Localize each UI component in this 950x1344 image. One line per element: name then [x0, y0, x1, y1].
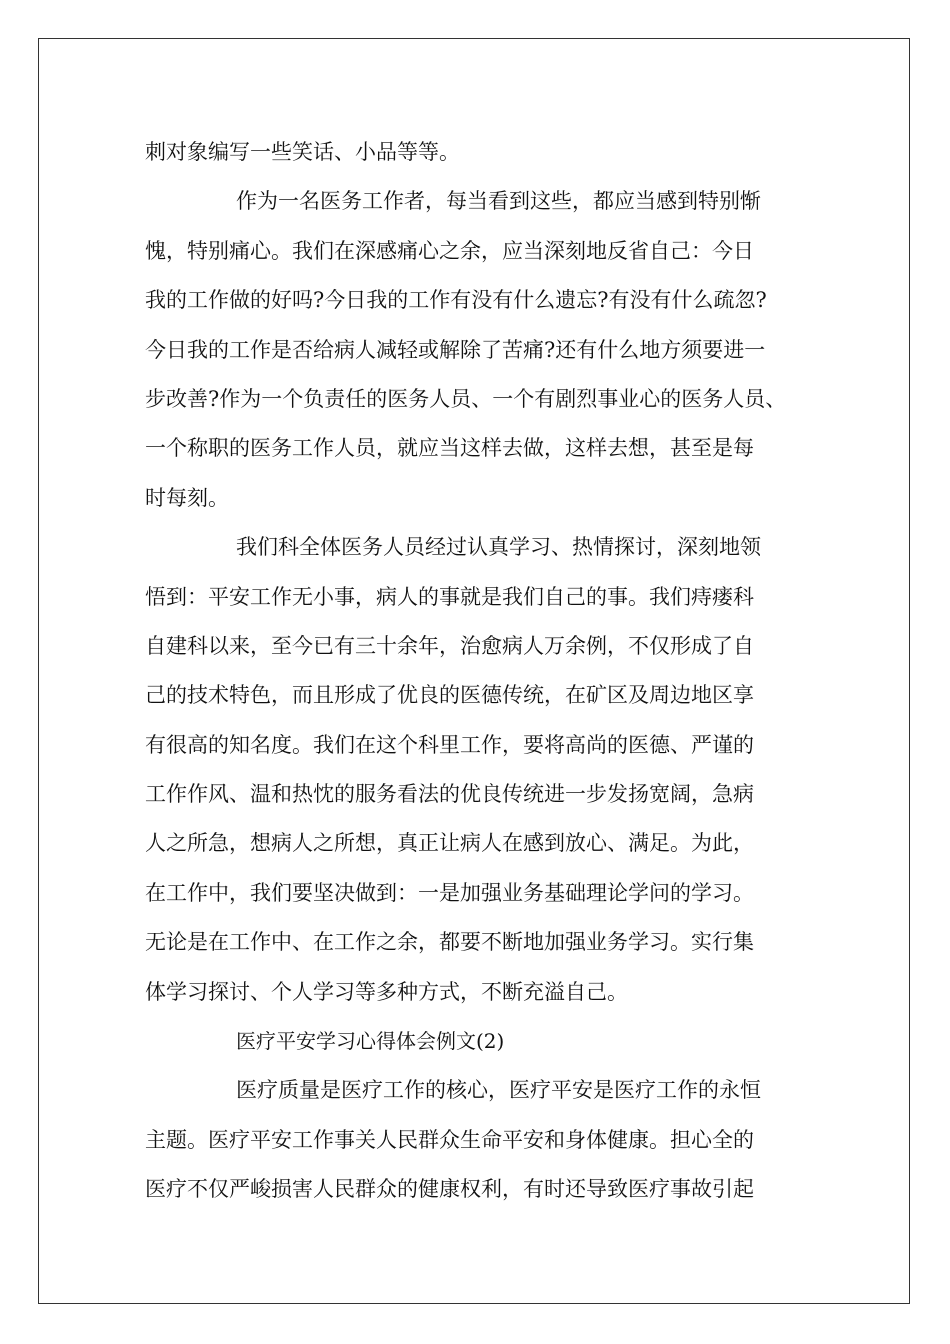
text-line: 医疗不仅严峻损害人民群众的健康权利，有时还导致医疗事故引起	[145, 1177, 754, 1202]
text-line: 刺对象编写一些笑话、小品等等。	[145, 140, 460, 164]
text-line: 我的工作做的好吗?今日我的工作有没有什么遗忘?有没有什么疏忽?	[145, 288, 767, 313]
text-line: 工作作风、温和热忱的服务看法的优良传统进一步发扬宽阔，急病	[145, 782, 754, 807]
text-line: 人之所急，想病人之所想，真正让病人在感到放心、满足。为此，	[145, 831, 754, 856]
section-heading: 医疗平安学习心得体会例文(2)	[236, 1029, 505, 1054]
text-line: 无论是在工作中、在工作之余，都要不断地加强业务学习。实行集	[145, 930, 754, 955]
text-line: 步改善?作为一个负责任的医务人员、一个有剧烈事业心的医务人员、	[145, 386, 787, 411]
text-line: 有很高的知名度。我们在这个科里工作，要将高尚的医德、严谨的	[145, 732, 754, 757]
text-line: 悟到：平安工作无小事，病人的事就是我们自己的事。我们痔瘘科	[145, 584, 754, 609]
paragraph-start-line: 我们科全体医务人员经过认真学习、热情探讨，深刻地领	[236, 535, 761, 560]
paragraph-start-line: 作为一名医务工作者，每当看到这些，都应当感到特别惭	[236, 189, 761, 214]
text-line: 体学习探讨、个人学习等多种方式，不断充溢自己。	[145, 979, 628, 1004]
text-line: 一个称职的医务工作人员，就应当这样去做，这样去想，甚至是每	[145, 436, 754, 461]
text-line: 今日我的工作是否给病人减轻或解除了苦痛?还有什么地方须要进一	[145, 337, 766, 362]
text-line: 在工作中，我们要坚决做到：一是加强业务基础理论学问的学习。	[145, 880, 754, 905]
text-line: 主题。医疗平安工作事关人民群众生命平安和身体健康。担心全的	[145, 1127, 754, 1152]
text-line: 愧，特别痛心。我们在深感痛心之余，应当深刻地反省自己：今日	[145, 238, 754, 263]
text-line: 时每刻。	[145, 485, 229, 510]
document-body	[145, 128, 815, 1215]
paragraph-start-line: 医疗质量是医疗工作的核心，医疗平安是医疗工作的永恒	[236, 1078, 761, 1103]
text-line: 己的技术特色，而且形成了优良的医德传统，在矿区及周边地区享	[145, 683, 754, 708]
text-line: 自建科以来，至今已有三十余年，治愈病人万余例，不仅形成了自	[145, 633, 754, 658]
